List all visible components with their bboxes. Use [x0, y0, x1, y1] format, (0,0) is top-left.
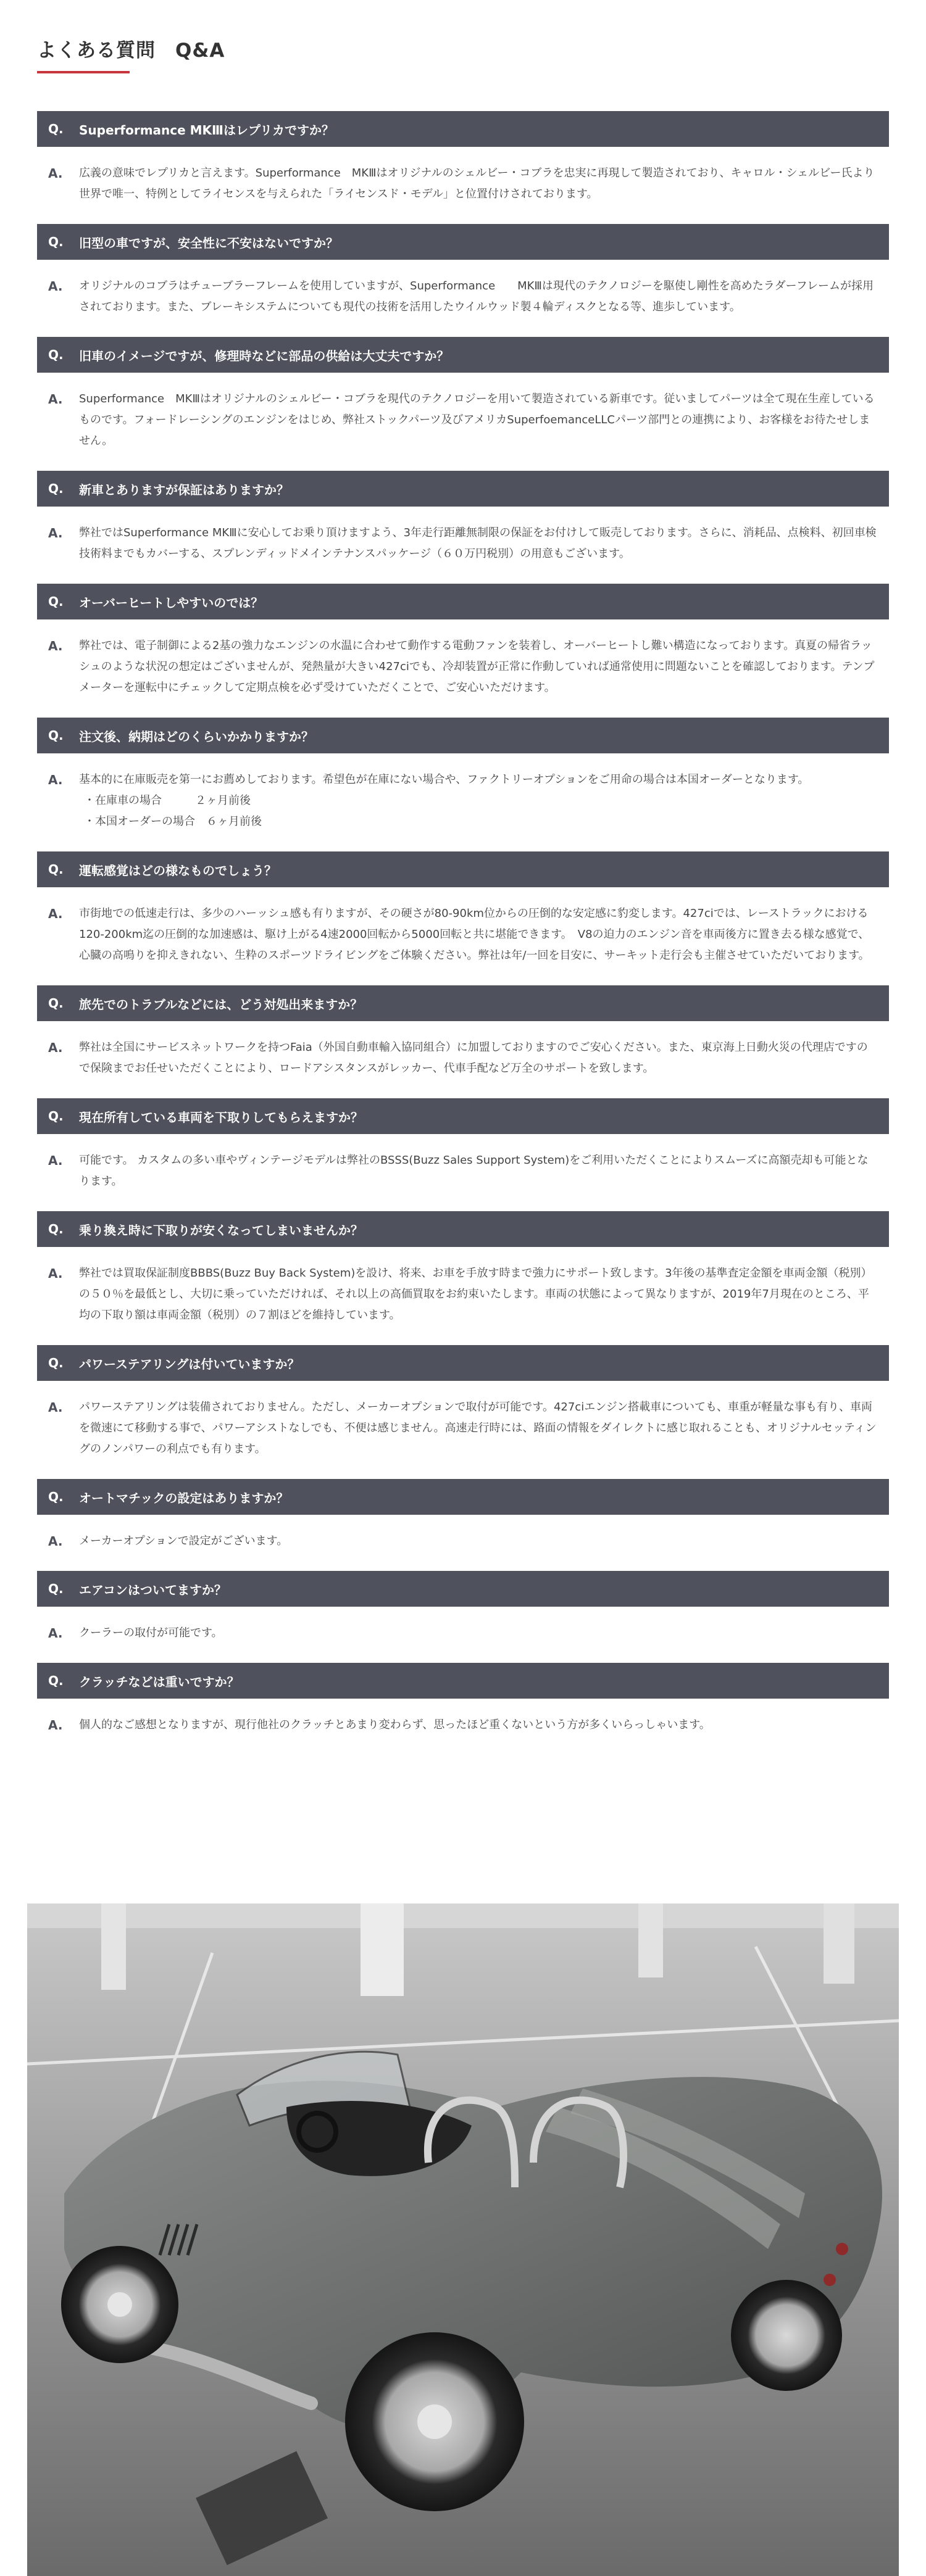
answer-marker: A. — [48, 1534, 63, 1549]
faq-question: 乗り換え時に下取りが安くなってしまいませんか？ — [79, 1222, 363, 1238]
faq-item — [37, 111, 889, 205]
faq-answer-row — [37, 1699, 889, 1736]
faq-item — [37, 1663, 889, 1736]
faq-answer-line: オリジナルのコブラはチューブラーフレームを使用していますが、Superformance MKⅢは現代のテクノロジーを駆使し剛性を高めたラダーフレームが採用されております。また、ブレーキシステムについても現代の技術を活用したウイルウッド製４輪ディスクとなる等、進歩しています。 — [79, 280, 874, 313]
car-photo — [27, 1903, 899, 2576]
faq-answer-line: 個人的なご感想となりますが、現行他社のクラッチとあまり変わらず、思ったほど重くないという方が多くいらっしゃいます。 — [79, 1718, 711, 1731]
faq-question: 注文後、納期はどのくらいかかりますか？ — [79, 729, 314, 744]
faq-answer — [79, 1037, 889, 1079]
faq-item — [37, 1345, 889, 1460]
faq-question: Superformance MKⅢはレプリカですか？ — [79, 122, 334, 138]
faq-answer — [79, 276, 889, 318]
faq-answer-row — [37, 887, 889, 966]
faq-answer — [79, 1397, 889, 1460]
question-marker: Q. — [48, 862, 64, 877]
faq-answer-row — [37, 1607, 889, 1644]
faq-question-bar — [37, 851, 889, 887]
faq-answer-row — [37, 373, 889, 452]
faq-question: 旧車のイメージですが、修理時などに部品の供給は大丈夫ですか？ — [79, 348, 449, 363]
faq-question-bar — [37, 1098, 889, 1134]
faq-question-bar — [37, 1345, 889, 1381]
question-marker: Q. — [48, 594, 64, 609]
faq-answer — [79, 1623, 889, 1644]
faq-answer-row — [37, 1134, 889, 1192]
faq-answer-line: パワーステアリングは装備されておりません。ただし、メーカーオプションで取付が可能です。427ciエンジン搭載車についても、車重が軽量な事も有り、車両を微速にて移動する事で、パワーアシストなしでも、不便は感じません。高速走行時には、路面の情報をダイレクトに感じ取れることも、オリジナルセッティングのノンパワーの利点でも有ります。 — [79, 1401, 877, 1456]
faq-question: 運転感覚はどの様なものでしょう？ — [79, 863, 277, 878]
faq-answer — [79, 1263, 889, 1326]
faq-answer-line: 広義の意味でレプリカと言えます。Superformance MKⅢはオリジナルのシェルビー・コブラを忠実に再現して製造されており、キャロル・シェルビー氏より世界で唯一、特例としてライセンスを与えられた「ライセンスド・モデル」と位置付けされております。 — [79, 167, 875, 201]
question-marker: Q. — [48, 1581, 64, 1596]
faq-answer-row — [37, 147, 889, 205]
faq-answer — [79, 1150, 889, 1192]
faq-question: 現在所有している車両を下取りしてもらえますか？ — [79, 1109, 363, 1125]
faq-answer — [79, 1531, 889, 1552]
faq-question-bar — [37, 584, 889, 619]
faq-question: パワーステアリングは付いていますか？ — [79, 1356, 300, 1372]
faq-question-bar — [37, 224, 889, 260]
page-title: よくある質問 Q&A — [37, 39, 225, 62]
title-underline — [37, 71, 130, 73]
faq-item — [37, 985, 889, 1079]
answer-marker: A. — [48, 1153, 63, 1168]
question-marker: Q. — [48, 1489, 64, 1504]
answer-marker: A. — [48, 1040, 63, 1055]
faq-item — [37, 337, 889, 452]
faq-answer-line: 弊社は全国にサービスネットワークを持つFaia（外国自動車輸入協同組合）に加盟しておりますのでご安心ください。また、東京海上日動火災の代理店ですので保険までお任せいただくことにより、ロードアシスタンスがレッカー、代車手配など万全のサポートを致します。 — [79, 1041, 868, 1075]
faq-question-bar — [37, 471, 889, 507]
faq-answer — [79, 1715, 889, 1736]
faq-answer — [79, 389, 889, 452]
faq-answer-line: ・本国オーダーの場合 ６ヶ月前後 — [84, 815, 262, 828]
faq-answer-line: クーラーの取付が可能です。 — [79, 1626, 223, 1639]
answer-marker: A. — [48, 166, 63, 181]
question-marker: Q. — [48, 1109, 64, 1124]
faq-answer-row — [37, 260, 889, 318]
faq-answer-row — [37, 1021, 889, 1079]
faq-question: エアコンはついてますか？ — [79, 1582, 227, 1597]
faq-item — [37, 584, 889, 698]
faq-answer — [79, 163, 889, 205]
faq-question: オートマチックの設定はありますか？ — [79, 1490, 289, 1505]
question-marker: Q. — [48, 234, 64, 249]
faq-question-bar — [37, 111, 889, 147]
faq-answer-line: 弊社ではSuperformance MKⅢに安心してお乗り頂けますよう、3年走行距離無制限の保証をお付けして販売しております。さらに、消耗品、点検料、初回車検技術料までもカバーする、スプレンディッドメインテナンスパッケージ（６０万円税別）の用意もございます。 — [79, 526, 877, 560]
faq-question: 新車とありますが保証はありますか？ — [79, 482, 289, 497]
faq-item — [37, 1479, 889, 1552]
faq-answer — [79, 523, 889, 565]
faq-question: オーバーヒートしやすいのでは？ — [79, 595, 264, 610]
faq-question-bar — [37, 337, 889, 373]
faq-answer-line: 弊社では、電子制御による2基の強力なエンジンの水温に合わせて動作する電動ファンを装着し、オーバーヒートし難い構造になっております。真夏の帰省ラッシュのような状況の想定はございませんが、発熱量が大きい427ciでも、冷却装置が正常に作動していれば通常使用に問題ないことを確認しております。テンプメーターを運転中にチェックして定期点検を必ず受けていただくことで、ご安心いただけます。 — [79, 639, 875, 694]
faq-answer-row — [37, 1515, 889, 1552]
faq-answer-row — [37, 1381, 889, 1460]
faq-answer-row — [37, 619, 889, 698]
faq-answer-row — [37, 753, 889, 832]
question-marker: Q. — [48, 347, 64, 362]
faq-item — [37, 718, 889, 832]
answer-marker: A. — [48, 772, 63, 787]
faq-answer-line: 市街地での低速走行は、多少のハーッシュ感も有りますが、その硬さが80-90km位からの圧倒的な安定感に豹変します。427ciでは、レーストラックにおける120-200km迄の圧倒的な加速感は、駆け上がる4速2000回転から5000回転と共に堪能できます。 V8の迫力のエンジン音を車両後方に置き去る様な感覚で、心臓の高鳴りを抑えきれない、生粋のスポーツドライビングをご体験ください。弊社は年/一回を目安に、サーキット走行会も主催させていただいております。 — [79, 907, 870, 962]
faq-question: クラッチなどは重いですか？ — [79, 1674, 240, 1689]
faq-question-bar — [37, 1571, 889, 1607]
faq-list — [37, 111, 889, 1736]
faq-answer-line: ・在庫車の場合 ２ヶ月前後 — [84, 794, 251, 807]
faq-answer-line: Superformance MKⅢはオリジナルのシェルビー・コブラを現代のテクノロジーを用いて製造されている新車です。従いましてパーツは全て現在生産しているものです。フォードレーシングのエンジンをはじめ、弊社ストックパーツ及びアメリカSuperfoemanceLLCパーツ部門との連携により、お客様をお待たせしません。 — [79, 392, 875, 447]
faq-answer — [79, 769, 889, 832]
question-marker: Q. — [48, 996, 64, 1011]
faq-item — [37, 471, 889, 565]
faq-item — [37, 1211, 889, 1326]
faq-question-bar — [37, 1663, 889, 1699]
question-marker: Q. — [48, 1673, 64, 1688]
answer-marker: A. — [48, 1626, 63, 1641]
faq-item — [37, 1098, 889, 1192]
faq-answer-line: 弊社では買取保証制度BBBS(Buzz Buy Back System)を設け、将来、お車を手放す時まで強力にサポート致します。3年後の基準査定金額を車両金額（税別）の５０％を最低とし、大切に乗っていただければ、それ以上の高価買取をお約束いたします。車両の状態によって異なりますが、2019年7月現在のところ、平均の下取り額は車両金額（税別）の７割ほどを維持しています。 — [79, 1267, 872, 1322]
answer-marker: A. — [48, 1400, 63, 1415]
faq-item — [37, 851, 889, 966]
answer-marker: A. — [48, 639, 63, 653]
faq-item — [37, 1571, 889, 1644]
faq-question-bar — [37, 985, 889, 1021]
answer-marker: A. — [48, 392, 63, 407]
faq-answer — [79, 636, 889, 698]
question-marker: Q. — [48, 1356, 64, 1370]
answer-marker: A. — [48, 279, 63, 294]
answer-marker: A. — [48, 1266, 63, 1281]
question-marker: Q. — [48, 1222, 64, 1236]
faq-question: 旅先でのトラブルなどには、どう対処出来ますか？ — [79, 996, 363, 1012]
question-marker: Q. — [48, 728, 64, 743]
faq-answer-line: 可能です。 カスタムの多い車やヴィンテージモデルは弊社のBSSS(Buzz Sales Support System)をご利用いただくことによりスムーズに高額売却も可能となります。 — [79, 1154, 869, 1188]
faq-question-bar — [37, 718, 889, 753]
faq-answer-row — [37, 1247, 889, 1326]
faq-answer-line: メーカーオプションで設定がございます。 — [79, 1534, 288, 1547]
faq-question: 旧型の車ですが、安全性に不安はないですか？ — [79, 235, 338, 251]
answer-marker: A. — [48, 526, 63, 540]
faq-question-bar — [37, 1479, 889, 1515]
faq-answer-row — [37, 507, 889, 565]
faq-answer-line: 基本的に在庫販売を第一にお薦めしております。希望色が在庫にない場合や、ファクトリーオプションをご用命の場合は本国オーダーとなります。 — [79, 773, 809, 786]
faq-item — [37, 224, 889, 318]
answer-marker: A. — [48, 906, 63, 921]
faq-question-bar — [37, 1211, 889, 1247]
faq-answer — [79, 903, 889, 966]
question-marker: Q. — [48, 122, 64, 136]
answer-marker: A. — [48, 1718, 63, 1733]
question-marker: Q. — [48, 481, 64, 496]
